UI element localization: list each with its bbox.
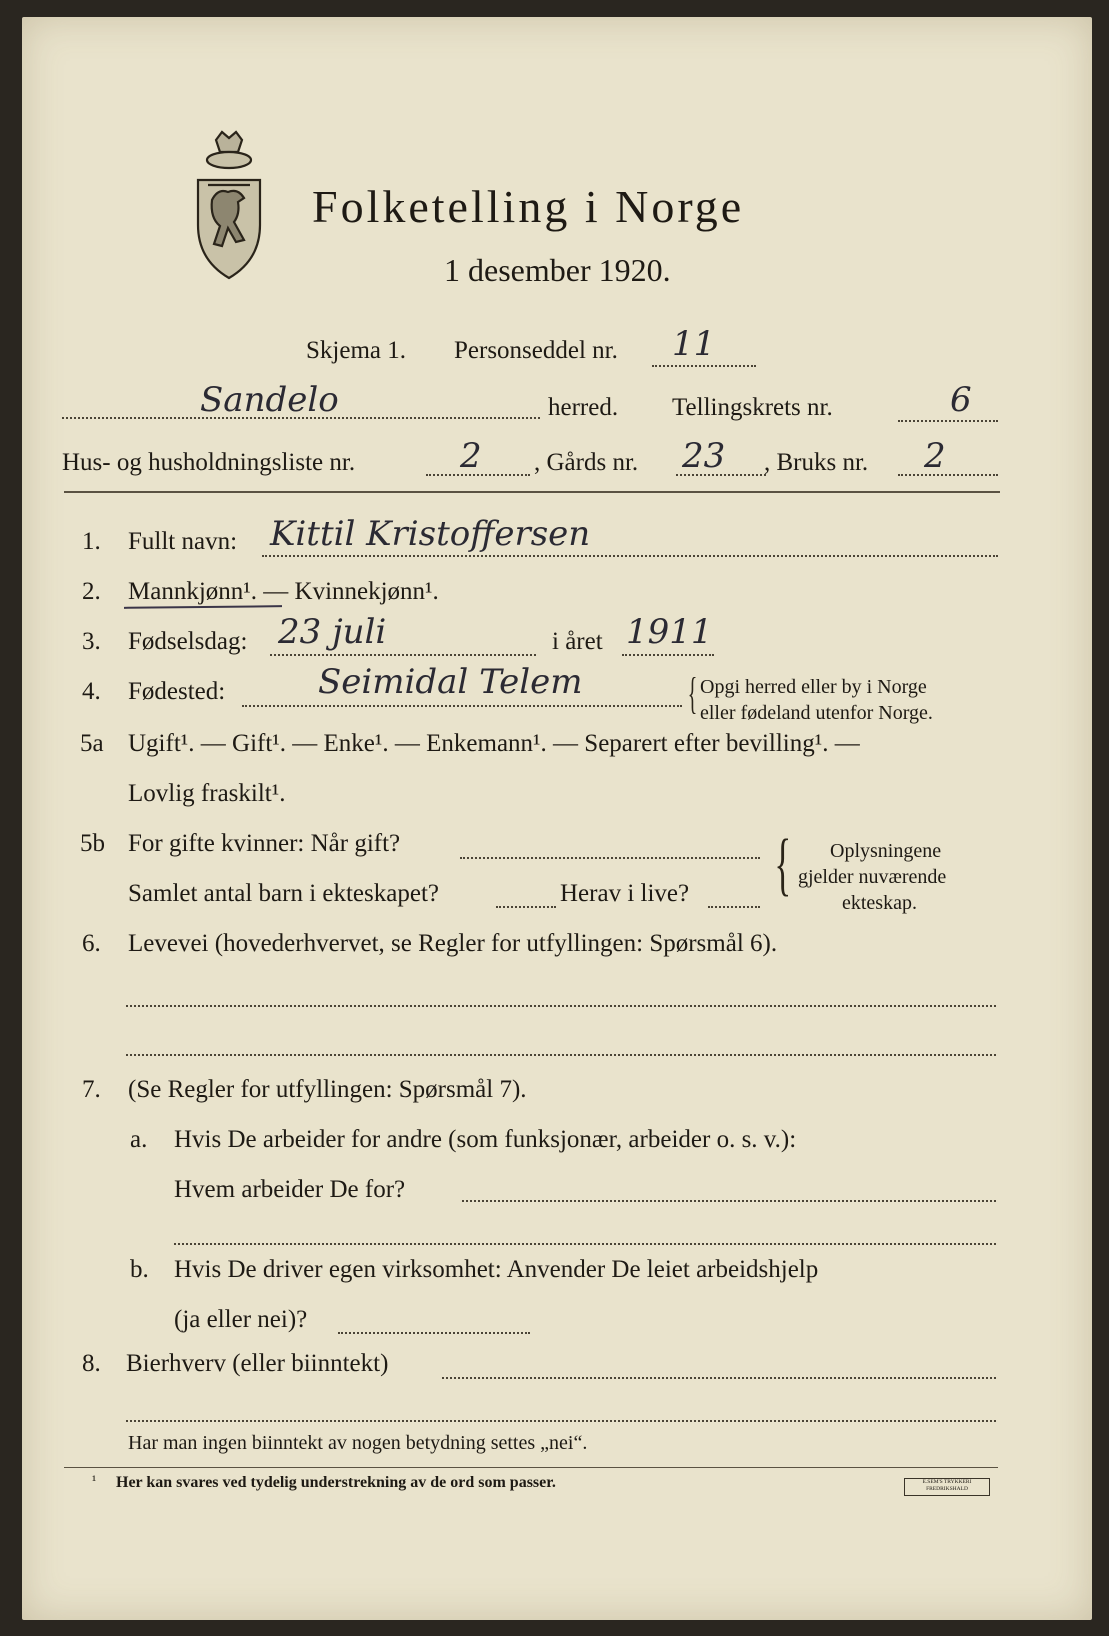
q1-number: 1. — [82, 528, 101, 555]
q7-number: 7. — [82, 1076, 101, 1103]
q3-year-line — [622, 654, 714, 656]
q2-sex-options[interactable]: Mannkjønn¹. — Kvinnekjønn¹. — [128, 578, 439, 605]
herred-label: herred. — [548, 394, 619, 421]
q7a-label-line2: Hvem arbeider De for? — [174, 1176, 406, 1203]
q5b-note-line2: gjelder nuværende — [798, 866, 947, 888]
q4-note-line1: Opgi herred eller by i Norge — [700, 676, 927, 698]
q5b-when-married-label: For gifte kvinner: Når gift? — [128, 830, 401, 857]
header-separator — [64, 491, 1000, 493]
q7b-letter: b. — [130, 1256, 149, 1283]
q2-number: 2. — [82, 578, 101, 605]
q8-note: Har man ingen biinntekt av nogen betydning settes „nei“. — [128, 1432, 588, 1454]
q7a-letter: a. — [130, 1126, 148, 1153]
printer-stamp: E.SEM'S TRYKKERI FREDRIKSHALD — [904, 1478, 990, 1496]
q4-birthplace[interactable]: Seimidal Telem — [318, 662, 583, 702]
q5b-alive-line[interactable] — [708, 906, 760, 908]
q5b-note-line3: ekteskap. — [842, 892, 917, 914]
husliste-label: Hus- og husholdningsliste nr. — [62, 449, 356, 476]
q3-line — [270, 654, 536, 656]
personseddel-value[interactable]: 11 — [672, 324, 716, 364]
bruks-value[interactable]: 2 — [924, 436, 946, 476]
q5b-note-line1: Oplysningene — [830, 840, 942, 862]
q5b-when-married-line[interactable] — [460, 857, 760, 859]
bruks-line — [898, 474, 998, 476]
q6-answer-line1[interactable] — [126, 1005, 996, 1007]
q6-answer-line2[interactable] — [126, 1054, 996, 1056]
q3-birth-year[interactable]: 1911 — [626, 612, 713, 652]
q1-full-name[interactable]: Kittil Kristoffersen — [270, 514, 591, 554]
q8-label: Bierhverv (eller biinntekt) — [126, 1350, 389, 1377]
tellingskrets-label: Tellingskrets nr. — [672, 394, 833, 421]
q8-answer-line2[interactable] — [126, 1420, 996, 1422]
q3-number: 3. — [82, 628, 101, 655]
q8-answer-line1[interactable] — [442, 1377, 996, 1379]
q4-brace: { — [687, 669, 698, 718]
tellingskrets-line — [898, 420, 998, 422]
q5b-children-line[interactable] — [496, 906, 556, 908]
gards-value[interactable]: 23 — [682, 436, 726, 476]
q7b-label-line1: Hvis De driver egen virksomhet: Anvender De leiet arbeidshjelp — [174, 1256, 819, 1283]
q5b-alive-label: Herav i live? — [560, 880, 690, 907]
tellingskrets-value[interactable]: 6 — [950, 380, 972, 420]
q7b-label-line2: (ja eller nei)? — [174, 1306, 308, 1333]
q7a-answer-line2[interactable] — [174, 1243, 996, 1245]
personseddel-label: Personseddel nr. — [454, 337, 618, 364]
q8-number: 8. — [82, 1350, 101, 1377]
form-title: Folketelling i Norge — [312, 181, 745, 232]
husliste-value[interactable]: 2 — [460, 436, 482, 476]
q4-number: 4. — [82, 678, 101, 705]
q4-label: Fødested: — [128, 678, 226, 705]
q6-number: 6. — [82, 930, 101, 957]
q3-year-label: i året — [552, 628, 603, 655]
coat-of-arms-icon — [188, 130, 270, 280]
q5b-brace: { — [774, 826, 792, 903]
q4-note-line2: eller fødeland utenfor Norge. — [700, 702, 933, 724]
census-date: 1 desember 1920. — [444, 252, 671, 288]
q1-label: Fullt navn: — [128, 528, 238, 555]
q1-line — [262, 555, 998, 557]
bruks-label: , Bruks nr. — [764, 449, 869, 476]
q5a-marital-options-cont[interactable]: Lovlig fraskilt¹. — [128, 780, 286, 807]
herred-value[interactable]: Sandelo — [200, 380, 339, 420]
q7b-answer-line[interactable] — [338, 1332, 530, 1334]
q3-birthdate[interactable]: 23 juli — [278, 612, 387, 652]
q5a-number: 5a — [80, 730, 104, 757]
q7a-label-line1: Hvis De arbeider for andre (som funksjonær, arbeider o. s. v.): — [174, 1126, 797, 1153]
footnote-text: Her kan svares ved tydelig understrekning av de ord som passer. — [116, 1474, 556, 1491]
q5a-marital-options[interactable]: Ugift¹. — Gift¹. — Enke¹. — Enkemann¹. — Separert efter bevilling¹. — — [128, 730, 860, 757]
schema-label: Skjema 1. — [306, 337, 406, 364]
footnote-mark: ¹ — [92, 1474, 97, 1489]
q6-label: Levevei (hovederhvervet, se Regler for utfyllingen: Spørsmål 6). — [128, 930, 778, 957]
footer-separator — [64, 1467, 998, 1468]
q7a-answer-line1[interactable] — [462, 1200, 996, 1202]
gards-label: , Gårds nr. — [534, 449, 639, 476]
personseddel-line — [652, 365, 756, 367]
q4-line — [242, 705, 682, 707]
q5b-number: 5b — [80, 830, 105, 857]
q7-label: (Se Regler for utfyllingen: Spørsmål 7). — [128, 1076, 527, 1103]
q3-label: Fødselsdag: — [128, 628, 248, 655]
q5b-children-label: Samlet antal barn i ekteskapet? — [128, 880, 439, 907]
